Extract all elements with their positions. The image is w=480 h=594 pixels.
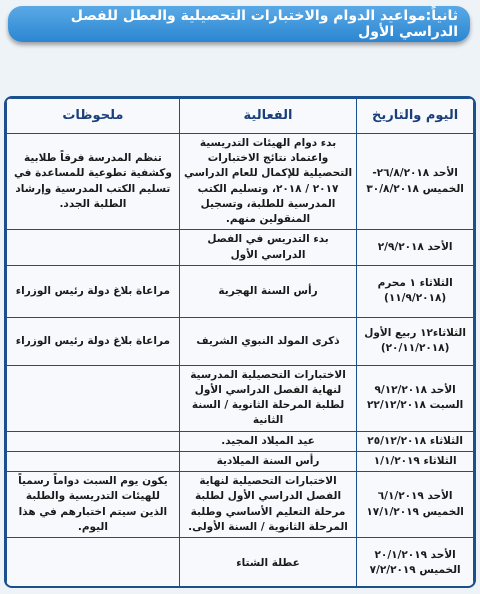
schedule-table bbox=[6, 98, 474, 588]
row-date: الأحد ٩/١٢/٢٠١٨ السبت ٢٢/١٢/٢٠١٨ bbox=[357, 365, 474, 431]
row-date: الأحد ٢٦/٨/٢٠١٨- الخميس ٣٠/٨/٢٠١٨ bbox=[357, 134, 474, 230]
table-header-row bbox=[7, 99, 474, 134]
row-date: الثلاثاء١٢ ربيع الأول (٢٠/١١/٢٠١٨) bbox=[357, 317, 474, 365]
row-activity: بدء التدريس في الفصل الدراسي الأول bbox=[179, 230, 356, 265]
row-notes: يكون يوم السبت دواماً رسمياً للهيئات التدريسية والطلبة الذين سيتم اختبارهم في هذا اليوم. bbox=[7, 472, 180, 538]
header-date: اليوم والتاريخ bbox=[357, 99, 474, 134]
row-notes bbox=[7, 451, 180, 471]
row-notes: مراعاة بلاغ دولة رئيس الوزراء bbox=[7, 317, 180, 365]
header-activity: الفعالية bbox=[179, 99, 356, 134]
table-row bbox=[7, 431, 474, 451]
table-row bbox=[7, 317, 474, 365]
row-notes: تنظم المدرسة فرقاً طلابية وكشفية تطوعية للمساعدة في تسليم الكتب المدرسية وإرشاد الطلبة الجدد. bbox=[7, 134, 180, 230]
table-row bbox=[7, 537, 474, 588]
header-notes: ملحوظات bbox=[7, 99, 180, 134]
table-row bbox=[7, 230, 474, 265]
section-title: ثانياً:مواعيد الدوام والاختبارات التحصيلية والعطل للفصل الدراسي الأول bbox=[70, 8, 458, 40]
row-date: الثلاثاء ٢٥/١٢/٢٠١٨ bbox=[357, 431, 474, 451]
schedule-table-frame bbox=[4, 96, 476, 588]
row-date: الأحد ٢/٩/٢٠١٨ bbox=[357, 230, 474, 265]
table-row bbox=[7, 265, 474, 317]
row-date: الثلاثاء ١/١/٢٠١٩ bbox=[357, 451, 474, 471]
row-notes bbox=[7, 537, 180, 588]
row-date: الثلاثاء ١ محرم (١١/٩/٢٠١٨) bbox=[357, 265, 474, 317]
table-row bbox=[7, 134, 474, 230]
row-activity: رأس السنة الميلادية bbox=[179, 451, 356, 471]
row-activity: عطلة الشتاء bbox=[179, 537, 356, 588]
row-activity: بدء دوام الهيئات التدريسية واعتماد نتائج الاختبارات التحصيلية للإكمال للعام الدراسي ٢٠١٧ / ٢٠١٨، وتسليم الكتب المدرسية للطلبة، وتسجيل المنقولين منهم. bbox=[179, 134, 356, 230]
row-notes: مراعاة بلاغ دولة رئيس الوزراء bbox=[7, 265, 180, 317]
row-activity: رأس السنة الهجرية bbox=[179, 265, 356, 317]
row-date: الأحد ٢٠/١/٢٠١٩ الخميس ٧/٢/٢٠١٩ bbox=[357, 537, 474, 588]
row-date: الأحد ٦/١/٢٠١٩ الخميس ١٧/١/٢٠١٩ bbox=[357, 472, 474, 538]
table-row bbox=[7, 365, 474, 431]
row-notes bbox=[7, 431, 180, 451]
table-row bbox=[7, 451, 474, 471]
row-activity: الاختبارات التحصيلية لنهاية الفصل الدراسي الأول لطلبة مرحلة التعليم الأساسي وطلبة المرحلة الثانوية / السنة الأولى. bbox=[179, 472, 356, 538]
table-row bbox=[7, 472, 474, 538]
row-activity: الاختبارات التحصيلية المدرسية لنهاية الفصل الدراسي الأول لطلبة المرحلة الثانوية / السنة الثانية bbox=[179, 365, 356, 431]
row-notes bbox=[7, 230, 180, 265]
row-notes bbox=[7, 365, 180, 431]
row-activity: عيد الميلاد المجيد. bbox=[179, 431, 356, 451]
section-title-banner bbox=[8, 6, 470, 42]
row-activity: ذكرى المولد النبوي الشريف bbox=[179, 317, 356, 365]
